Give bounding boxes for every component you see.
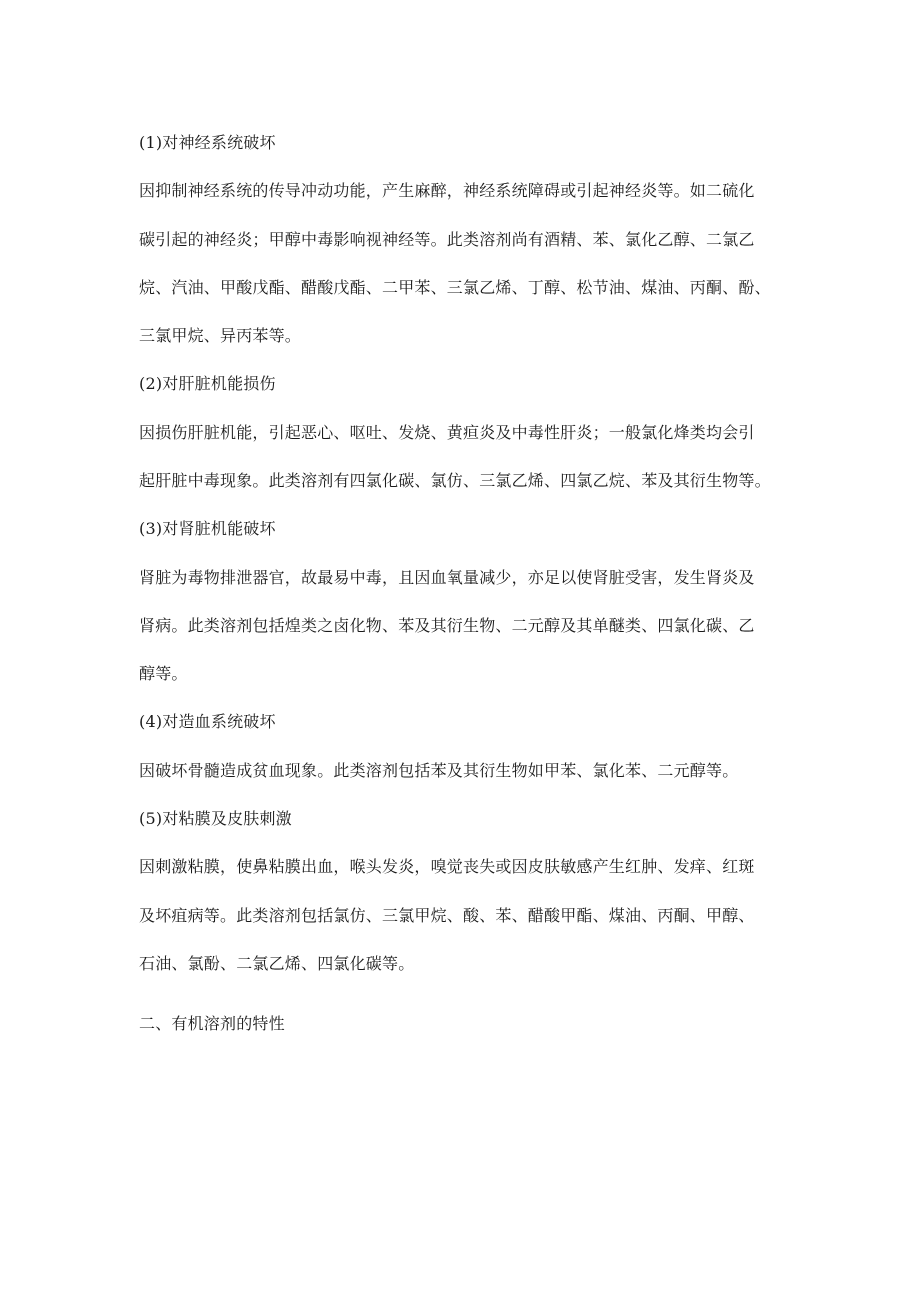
section-4-line-1: 因破坏骨髓造成贫血现象。此类溶剂包括苯及其衍生物如甲苯、氯化苯、二元醇等。 [139,761,739,780]
section-3-line-1: 肾脏为毒物排泄器官，故最易中毒，且因血氧量减少，亦足以使肾脏受害，发生肾炎及 [139,568,755,587]
section-5-line-3: 石油、氯酚、二氯乙烯、四氯化碳等。 [139,954,415,973]
section-1-line-4: 三氯甲烷、异丙苯等。 [139,326,302,345]
section-3-line-3: 醇等。 [139,664,188,683]
section-2-line-1: 因损伤肝脏机能，引起恶心、呕吐、发烧、黄疸炎及中毒性肝炎；一般氯化烽类均会引 [139,423,755,442]
section-3-heading: (3)对肾脏机能破坏 [139,519,276,538]
section-5-line-2: 及坏疽病等。此类溶剂包括氯仿、三氯甲烷、酸、苯、醋酸甲酯、煤油、丙酮、甲醇、 [139,906,755,925]
section-1-line-1: 因抑制神经系统的传导冲动功能，产生麻醉，神经系统障碍或引起神经炎等。如二硫化 [139,181,755,200]
section-1-line-3: 烷、汽油、甲酸戊酯、醋酸戊酯、二甲苯、三氯乙烯、丁醇、松节油、煤油、丙酮、酚、 [139,278,771,297]
section-3-line-2: 肾病。此类溶剂包括煌类之卤化物、苯及其衍生物、二元醇及其单醚类、四氯化碳、乙 [139,616,755,635]
section-1-line-2: 碳引起的神经炎；甲醇中毒影响视神经等。此类溶剂尚有酒精、苯、氯化乙醇、二氯乙 [139,230,755,249]
section-1-heading: (1)对神经系统破坏 [139,133,276,152]
section-2-line-2: 起肝脏中毒现象。此类溶剂有四氯化碳、氯仿、三氯乙烯、四氯乙烷、苯及其衍生物等。 [139,471,771,490]
section-4-heading: (4)对造血系统破坏 [139,712,276,731]
section-5-heading: (5)对粘膜及皮肤刺激 [139,809,292,828]
closing-heading: 二、有机溶剂的特性 [139,1014,285,1033]
section-2-heading: (2)对肝脏机能损伤 [139,374,276,393]
section-5-line-1: 因刺激粘膜，使鼻粘膜出血，喉头发炎，嗅觉丧失或因皮肤敏感产生红肿、发痒、红斑 [139,857,755,876]
